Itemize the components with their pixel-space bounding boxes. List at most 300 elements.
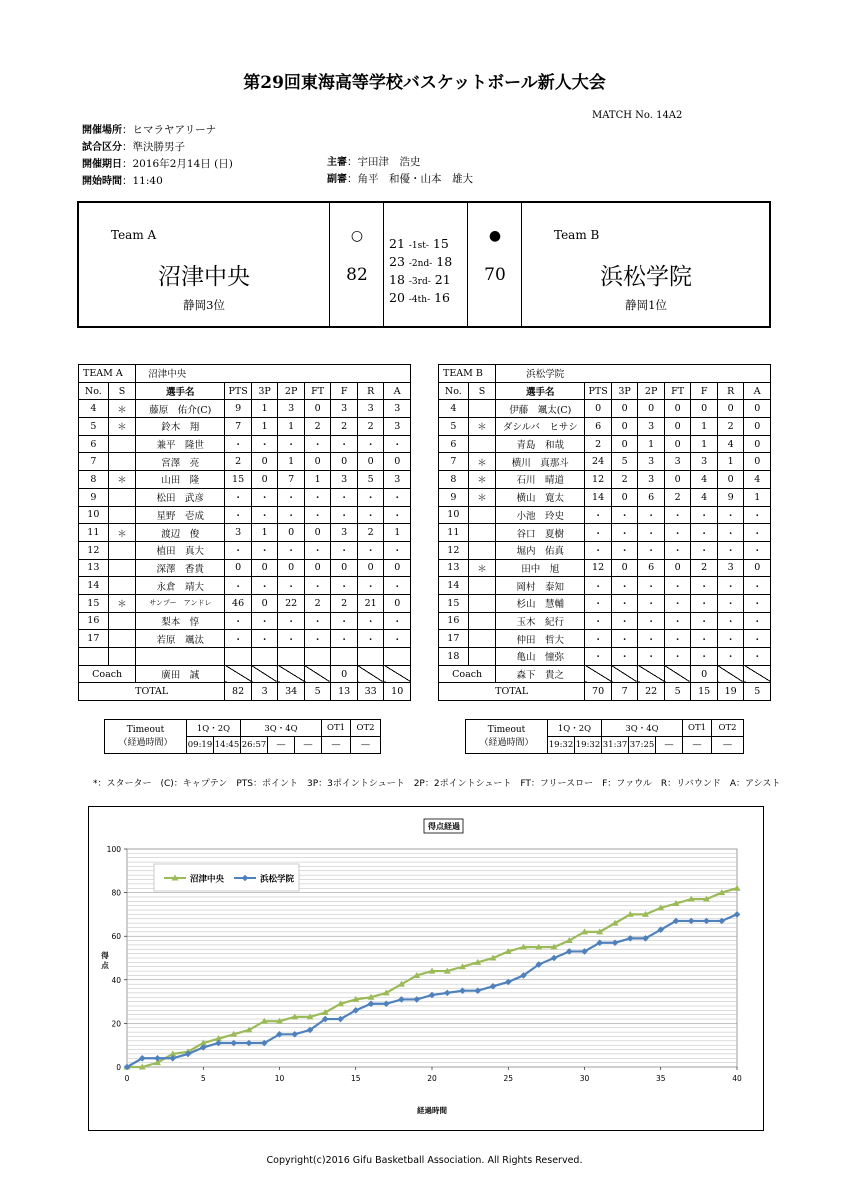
player-row	[79, 577, 411, 595]
player-cell: 4	[691, 488, 718, 506]
player-cell: 1	[251, 524, 278, 542]
player-cell: ･	[225, 488, 252, 506]
player-row	[439, 506, 771, 524]
player-cell: ･	[664, 648, 691, 666]
player-cell: ･	[638, 648, 665, 666]
player-cell: 2	[357, 418, 384, 436]
timeout-cell: 14:45	[214, 737, 241, 754]
timeout-cell: ―	[656, 737, 683, 754]
player-cell	[225, 648, 252, 666]
player-cell: 14	[439, 577, 469, 595]
x-axis-label: 経過時間	[417, 1106, 447, 1115]
player-cell: ･	[357, 435, 384, 453]
umpire-value: ：角平 和優・山本 雄大	[347, 173, 473, 185]
total-cell: 33	[357, 683, 384, 701]
x-tick-label: 0	[124, 1074, 130, 1083]
player-cell	[251, 648, 278, 666]
player-row	[439, 559, 771, 577]
player-cell: 堀内 佑真	[496, 541, 585, 559]
player-cell: 谷口 夏樹	[496, 524, 585, 542]
coach-label: Coach	[439, 665, 496, 683]
coach-fouls: 0	[691, 665, 718, 683]
player-cell: ･	[664, 594, 691, 612]
player-cell: 18	[439, 648, 469, 666]
player-cell: 12	[585, 471, 612, 489]
player-cell: ･	[638, 577, 665, 595]
player-cell: ･	[611, 630, 638, 648]
player-row	[79, 453, 411, 471]
player-cell: 0	[357, 559, 384, 577]
timeout-cell: 19:32	[575, 737, 602, 754]
player-row	[439, 612, 771, 630]
player-row	[79, 541, 411, 559]
player-cell: 0	[717, 471, 744, 489]
player-cell: 0	[251, 594, 278, 612]
player-cell: ･	[638, 541, 665, 559]
team-a-total-score: 82	[346, 265, 368, 285]
player-cell	[468, 506, 496, 524]
player-cell: 0	[278, 559, 305, 577]
player-cell: 17	[439, 630, 469, 648]
player-cell: ･	[744, 648, 771, 666]
total-row	[439, 683, 771, 701]
player-cell: 5	[79, 418, 109, 436]
player-cell: 9	[439, 488, 469, 506]
player-cell: ･	[357, 612, 384, 630]
timeout-cell: 19:32	[548, 737, 575, 754]
player-cell: 3	[717, 559, 744, 577]
date-value: ：2016年2月14日 (日)	[122, 158, 233, 170]
divider	[383, 203, 384, 326]
player-cell: 14	[79, 577, 109, 595]
player-cell: 岡村 泰知	[496, 577, 585, 595]
column-header: F	[691, 382, 718, 400]
match-number: MATCH No. 14A2	[592, 110, 683, 121]
player-cell: 0	[717, 400, 744, 418]
y-tick-label: 20	[111, 1019, 121, 1029]
player-cell	[108, 453, 136, 471]
player-cell	[331, 648, 358, 666]
x-tick-label: 40	[732, 1074, 742, 1083]
column-header: 2P	[638, 382, 665, 400]
player-row	[439, 471, 771, 489]
player-cell: 2	[611, 471, 638, 489]
player-cell: 0	[304, 453, 331, 471]
player-cell: ･	[278, 612, 305, 630]
player-cell: ＊	[108, 524, 136, 542]
total-cell: 5	[304, 683, 331, 701]
player-cell	[304, 648, 331, 666]
venue-value: ：ヒマラヤアリーナ	[122, 124, 217, 136]
period-row: 21 -1st- 15	[389, 236, 449, 251]
player-row	[79, 418, 411, 436]
player-cell: 5	[611, 453, 638, 471]
score-box	[77, 201, 771, 328]
y-tick-label: 60	[111, 932, 121, 942]
timeout-cell: ―	[268, 737, 295, 754]
player-cell: ･	[664, 541, 691, 559]
player-cell	[468, 435, 496, 453]
column-header: FT	[304, 382, 331, 400]
y-tick-label: 0	[116, 1063, 121, 1072]
player-row	[79, 630, 411, 648]
loss-mark: ●	[488, 228, 502, 244]
player-cell: ･	[744, 612, 771, 630]
column-header: FT	[664, 382, 691, 400]
player-row	[439, 648, 771, 666]
player-cell: 0	[331, 453, 358, 471]
player-cell: ･	[744, 506, 771, 524]
player-cell: 0	[744, 435, 771, 453]
player-cell: ･	[225, 630, 252, 648]
player-cell: 3	[384, 418, 411, 436]
player-cell: 10	[439, 506, 469, 524]
player-cell: 1	[304, 471, 331, 489]
player-row	[439, 594, 771, 612]
player-cell: 仲田 哲大	[496, 630, 585, 648]
player-row	[79, 506, 411, 524]
player-cell	[468, 612, 496, 630]
player-cell: 6	[585, 418, 612, 436]
player-cell: 12	[439, 541, 469, 559]
player-cell: 渡辺 俊	[136, 524, 225, 542]
timeout-cell: ―	[322, 737, 351, 754]
player-cell	[278, 648, 305, 666]
player-cell	[108, 541, 136, 559]
coach-row	[79, 665, 411, 683]
player-cell: 2	[225, 453, 252, 471]
player-cell: 1	[691, 435, 718, 453]
player-cell: ･	[225, 435, 252, 453]
player-cell: 0	[251, 471, 278, 489]
player-row	[439, 577, 771, 595]
player-cell	[108, 630, 136, 648]
player-cell: 3	[357, 400, 384, 418]
player-cell: ･	[304, 506, 331, 524]
player-cell: サンプー アンドレ	[136, 594, 225, 612]
total-cell: 7	[611, 683, 638, 701]
empty-cell	[251, 665, 278, 683]
player-cell: ･	[691, 594, 718, 612]
player-row	[79, 559, 411, 577]
player-cell: 1	[384, 524, 411, 542]
player-cell: 6	[638, 559, 665, 577]
player-cell: 藤原 佑介(C)	[136, 400, 225, 418]
player-cell: 1	[278, 453, 305, 471]
player-cell: 3	[384, 400, 411, 418]
total-row	[79, 683, 411, 701]
player-cell: ･	[664, 577, 691, 595]
player-cell: 植田 真大	[136, 541, 225, 559]
player-cell	[108, 506, 136, 524]
player-cell: 5	[439, 418, 469, 436]
total-cell: 22	[638, 683, 665, 701]
team-b-timeout-table	[465, 719, 744, 754]
player-cell: ･	[717, 648, 744, 666]
divider	[329, 203, 330, 326]
total-cell: 5	[744, 683, 771, 701]
player-cell	[108, 488, 136, 506]
total-cell: 34	[278, 683, 305, 701]
column-header: F	[331, 382, 358, 400]
column-header: A	[384, 382, 411, 400]
player-cell: 松田 武彦	[136, 488, 225, 506]
player-row	[439, 400, 771, 418]
player-cell: 4	[717, 435, 744, 453]
player-cell: 1	[717, 453, 744, 471]
player-cell: 0	[638, 400, 665, 418]
copyright: Copyright(c)2016 Gifu Basketball Association. All Rights Reserved.	[266, 1155, 583, 1166]
player-cell: ･	[717, 506, 744, 524]
player-cell	[468, 648, 496, 666]
player-cell: 7	[278, 471, 305, 489]
player-cell: ダシルバ ヒサシ	[496, 418, 585, 436]
player-cell: ･	[225, 612, 252, 630]
player-cell: ･	[304, 630, 331, 648]
player-row	[79, 648, 411, 666]
player-cell: ･	[251, 577, 278, 595]
player-cell: 0	[611, 435, 638, 453]
player-row	[79, 435, 411, 453]
column-header: A	[744, 382, 771, 400]
date-label: 開催期日	[82, 159, 122, 170]
referee-label: 主審	[327, 157, 347, 168]
team-a-rank: 静岡3位	[183, 298, 225, 312]
chart-title: 得点経過	[428, 822, 460, 831]
player-cell: 玉木 紀行	[496, 612, 585, 630]
player-cell: ･	[691, 541, 718, 559]
total-label: TOTAL	[79, 683, 225, 701]
player-cell: 0	[691, 400, 718, 418]
player-cell: 3	[691, 453, 718, 471]
player-cell: 2	[304, 594, 331, 612]
player-cell: 3	[331, 524, 358, 542]
player-cell: ･	[638, 524, 665, 542]
player-cell: ･	[357, 506, 384, 524]
player-cell: ･	[611, 577, 638, 595]
column-header: 選手名	[136, 382, 225, 400]
umpire-label: 副審	[327, 174, 347, 185]
player-cell: ･	[664, 506, 691, 524]
start-label: 開始時間	[82, 176, 122, 187]
team-a-name: 沼津中央	[158, 264, 250, 290]
player-row	[439, 488, 771, 506]
player-cell: 0	[664, 435, 691, 453]
player-cell: ･	[585, 541, 612, 559]
player-cell: 11	[79, 524, 109, 542]
player-cell: ･	[251, 630, 278, 648]
player-cell: 10	[79, 506, 109, 524]
timeout-cell: 26:57	[241, 737, 268, 754]
total-cell: 13	[331, 683, 358, 701]
player-cell: ･	[664, 630, 691, 648]
total-cell: 70	[585, 683, 612, 701]
player-cell: 杉山 慧輔	[496, 594, 585, 612]
y-tick-label: 40	[111, 975, 121, 985]
empty-cell	[278, 665, 305, 683]
player-cell: ･	[331, 630, 358, 648]
player-cell: ･	[331, 541, 358, 559]
player-cell: 0	[611, 488, 638, 506]
timeout-cell: 09:19	[187, 737, 214, 754]
player-cell: 青島 和哉	[496, 435, 585, 453]
column-header: 選手名	[496, 382, 585, 400]
player-cell: ･	[638, 612, 665, 630]
player-cell: ･	[717, 594, 744, 612]
player-cell: 5	[357, 471, 384, 489]
player-cell: 0	[384, 453, 411, 471]
column-header: R	[717, 382, 744, 400]
player-cell	[468, 524, 496, 542]
player-cell: ＊	[468, 559, 496, 577]
player-cell: 13	[439, 559, 469, 577]
total-label: TOTAL	[439, 683, 585, 701]
player-cell: 7	[225, 418, 252, 436]
player-cell	[468, 400, 496, 418]
player-cell: 12	[585, 559, 612, 577]
player-cell: 6	[439, 435, 469, 453]
player-cell: 46	[225, 594, 252, 612]
player-cell: ･	[331, 488, 358, 506]
player-cell: ･	[331, 435, 358, 453]
player-cell: ･	[304, 577, 331, 595]
player-cell: 1	[638, 435, 665, 453]
player-cell: ･	[384, 541, 411, 559]
player-cell: 0	[384, 559, 411, 577]
total-cell: 15	[691, 683, 718, 701]
player-row	[439, 418, 771, 436]
player-cell: 11	[439, 524, 469, 542]
player-cell: 14	[585, 488, 612, 506]
player-cell: 星野 壱成	[136, 506, 225, 524]
player-cell: 13	[79, 559, 109, 577]
player-cell: ･	[357, 577, 384, 595]
team-b-label: Team B	[554, 228, 600, 242]
player-cell: ･	[278, 630, 305, 648]
player-cell: 8	[79, 471, 109, 489]
player-cell: 2	[664, 488, 691, 506]
team-a-timeout-table	[104, 719, 381, 754]
player-cell: ･	[691, 577, 718, 595]
player-cell: 0	[304, 400, 331, 418]
player-cell	[468, 577, 496, 595]
player-cell	[108, 612, 136, 630]
player-cell: 9	[717, 488, 744, 506]
player-cell: ＊	[108, 594, 136, 612]
x-tick-label: 5	[200, 1074, 206, 1083]
player-cell: ･	[357, 541, 384, 559]
team-a-stats-table	[78, 364, 411, 701]
player-cell: 0	[664, 471, 691, 489]
player-cell: 0	[611, 418, 638, 436]
player-cell: ･	[304, 435, 331, 453]
player-cell: 0	[357, 453, 384, 471]
player-cell: 15	[439, 594, 469, 612]
player-cell: 0	[664, 418, 691, 436]
empty-cell	[717, 665, 744, 683]
player-cell: ･	[611, 648, 638, 666]
total-cell: 82	[225, 683, 252, 701]
win-mark: ○	[350, 228, 364, 244]
player-cell: ･	[251, 506, 278, 524]
y-axis-label: 点	[101, 961, 109, 970]
player-cell: ･	[585, 594, 612, 612]
player-cell: ＊	[468, 471, 496, 489]
timeout-cell: ―	[712, 737, 744, 754]
player-cell: 0	[585, 400, 612, 418]
player-cell: 田中 旭	[496, 559, 585, 577]
player-cell: ･	[585, 524, 612, 542]
player-cell: ･	[278, 435, 305, 453]
player-cell: ･	[691, 648, 718, 666]
player-cell: ･	[611, 524, 638, 542]
player-cell: 1	[251, 400, 278, 418]
x-tick-label: 25	[503, 1074, 514, 1083]
chart-svg	[89, 807, 765, 1132]
player-cell: ･	[384, 612, 411, 630]
player-cell: ＊	[468, 488, 496, 506]
officials-info	[327, 154, 473, 188]
player-cell: ･	[585, 506, 612, 524]
player-cell: 3	[331, 400, 358, 418]
player-row	[79, 488, 411, 506]
document-title: 第29回東海高等学校バスケットボール新人大会	[243, 73, 606, 93]
timeout-header: OT1	[683, 720, 712, 737]
team-b-table-name: 浜松学院	[496, 365, 771, 383]
player-cell: 16	[79, 612, 109, 630]
player-cell: 0	[664, 559, 691, 577]
player-cell: 1	[278, 418, 305, 436]
x-tick-label: 35	[655, 1074, 666, 1083]
player-cell: ･	[638, 630, 665, 648]
player-cell: ･	[384, 577, 411, 595]
player-cell: 9	[79, 488, 109, 506]
column-header: No.	[79, 382, 109, 400]
player-cell: 永倉 靖大	[136, 577, 225, 595]
team-b-total-score: 70	[484, 265, 506, 285]
timeout-cell: 31:37	[602, 737, 629, 754]
player-row	[79, 471, 411, 489]
column-header: R	[357, 382, 384, 400]
player-cell: ･	[744, 524, 771, 542]
player-cell: 3	[225, 524, 252, 542]
column-header: PTS	[585, 382, 612, 400]
player-cell: ･	[717, 577, 744, 595]
timeout-header: 1Q・2Q	[548, 720, 602, 737]
player-cell: ･	[638, 594, 665, 612]
player-cell: 0	[611, 400, 638, 418]
player-cell: ･	[331, 612, 358, 630]
player-cell: 若原 颯汰	[136, 630, 225, 648]
column-header: 3P	[251, 382, 278, 400]
player-cell: 2	[585, 435, 612, 453]
player-cell: ･	[717, 541, 744, 559]
player-cell: 8	[439, 471, 469, 489]
player-cell: ･	[251, 488, 278, 506]
player-cell: ･	[357, 488, 384, 506]
timeout-header: OT1	[322, 720, 351, 737]
player-cell	[384, 648, 411, 666]
empty-cell	[585, 665, 612, 683]
empty-cell	[384, 665, 411, 683]
player-cell: ･	[611, 541, 638, 559]
player-cell: ･	[664, 612, 691, 630]
total-cell: 19	[717, 683, 744, 701]
total-cell: 10	[384, 683, 411, 701]
player-cell: 0	[611, 559, 638, 577]
player-cell: 山田 隆	[136, 471, 225, 489]
player-cell	[108, 559, 136, 577]
